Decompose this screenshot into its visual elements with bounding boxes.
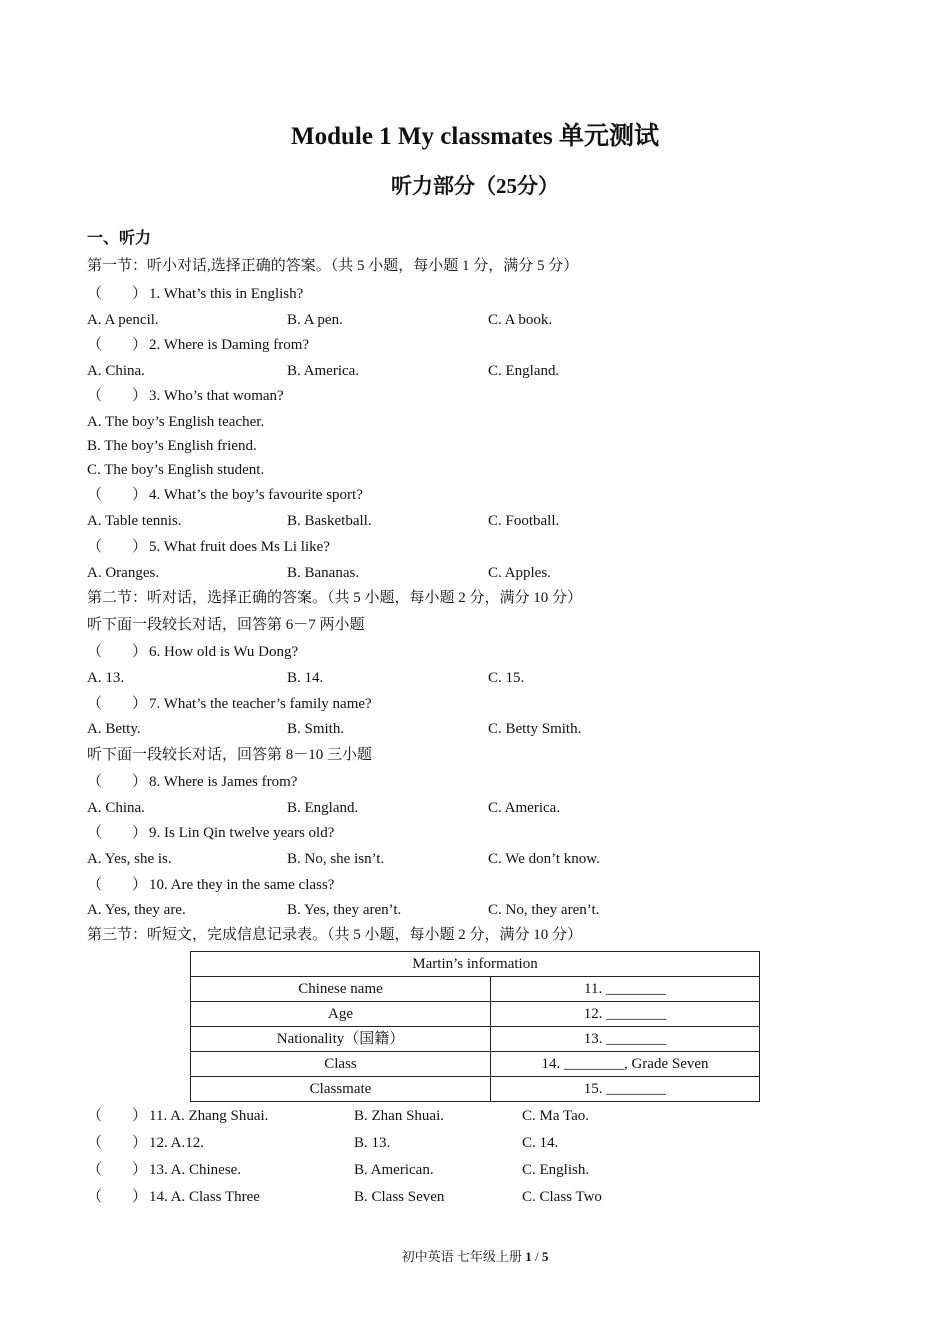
- option-c: C. English.: [522, 1162, 590, 1178]
- option-c: C. Class Two: [522, 1189, 602, 1205]
- question-text: 7. What’s the teacher’s family name?: [149, 696, 372, 712]
- table-label: Chinese name: [191, 977, 491, 1002]
- table-row: [191, 977, 760, 1002]
- question-text: 10. Are they in the same class?: [149, 877, 335, 893]
- table-label: Nationality（国籍）: [191, 1027, 491, 1052]
- table-row: [191, 1002, 760, 1027]
- answer-paren: （ ）: [87, 1162, 148, 1178]
- option-b: B. Zhan Shuai.: [354, 1108, 444, 1124]
- option-a: A. Table tennis.: [87, 513, 182, 529]
- option-c: C. The boy’s English student.: [87, 462, 265, 478]
- question-7: [87, 694, 372, 714]
- page-title: Module 1 My classmates 单元测试: [290, 123, 660, 150]
- table-label: Age: [191, 1002, 491, 1027]
- table-label: Class: [191, 1052, 491, 1077]
- section-subtitle: 听力部分（25分）: [391, 174, 559, 198]
- option-c: C. America.: [488, 800, 561, 816]
- option-a: A. 13.: [87, 670, 125, 686]
- question-10: [87, 875, 334, 895]
- question-text: 11. A. Zhang Shuai.: [149, 1108, 269, 1124]
- answer-paren: （ ）: [87, 877, 148, 893]
- info-record-table: [190, 951, 760, 1102]
- question-text: 2. Where is Daming from?: [149, 337, 310, 353]
- option-c: C. Football.: [488, 513, 560, 529]
- table-value: 15. ________: [491, 1077, 760, 1102]
- option-b: B. American.: [354, 1162, 434, 1178]
- section2-intro-8-10: 听下面一段较长对话，回答第 8－10 三小题: [87, 747, 373, 763]
- question-4: [87, 485, 363, 505]
- section2-intro-6-7: 听下面一段较长对话，回答第 6－7 两小题: [87, 617, 365, 633]
- answer-paren: （ ）: [87, 696, 148, 712]
- table-row: [191, 1077, 760, 1102]
- question-11: [87, 1106, 268, 1126]
- table-label: Classmate: [191, 1077, 491, 1102]
- option-a: A. The boy’s English teacher.: [87, 414, 265, 430]
- part-heading: 一、听力: [87, 230, 152, 247]
- option-b: B. Bananas.: [287, 565, 360, 581]
- answer-paren: （ ）: [87, 1189, 148, 1205]
- table-title-row: [191, 952, 760, 977]
- question-13: [87, 1160, 241, 1180]
- option-c: C. Apples.: [488, 565, 551, 581]
- option-c: C. Ma Tao.: [522, 1108, 590, 1124]
- option-b: B. America.: [287, 363, 360, 379]
- table-title: Martin’s information: [191, 952, 760, 977]
- answer-paren: （ ）: [87, 388, 148, 404]
- option-b: B. A pen.: [287, 312, 343, 328]
- question-text: 14. A. Class Three: [149, 1189, 260, 1205]
- question-1: [87, 284, 303, 304]
- option-b: B. Class Seven: [354, 1189, 445, 1205]
- question-5: [87, 537, 330, 557]
- answer-paren: （ ）: [87, 539, 148, 555]
- option-b: B. 13.: [354, 1135, 391, 1151]
- question-9: [87, 823, 334, 843]
- option-a: A. Yes, they are.: [87, 902, 186, 918]
- page-separator: /: [534, 1249, 539, 1264]
- question-text: 3. Who’s that woman?: [149, 388, 284, 404]
- question-8: [87, 772, 297, 792]
- answer-paren: （ ）: [87, 825, 148, 841]
- question-6: [87, 642, 298, 662]
- option-c: C. A book.: [488, 312, 553, 328]
- option-a: A. A pencil.: [87, 312, 159, 328]
- answer-paren: （ ）: [87, 487, 148, 503]
- question-text: 8. Where is James from?: [149, 774, 298, 790]
- question-14: [87, 1187, 260, 1207]
- option-a: A. China.: [87, 363, 145, 379]
- option-b: B. No, she isn’t.: [287, 851, 385, 867]
- option-a: A. Oranges.: [87, 565, 160, 581]
- option-a: A. China.: [87, 800, 145, 816]
- question-3: [87, 386, 284, 406]
- option-c: C. 14.: [522, 1135, 559, 1151]
- table-value: 12. ________: [491, 1002, 760, 1027]
- table-value: 13. ________: [491, 1027, 760, 1052]
- option-b: B. England.: [287, 800, 359, 816]
- page-total: 5: [541, 1249, 549, 1264]
- question-text: 6. How old is Wu Dong?: [149, 644, 299, 660]
- page-number: 1: [525, 1249, 532, 1264]
- section2-header: 第二节：听对话，选择正确的答案。（共 5 小题，每小题 2 分，满分 10 分）: [87, 590, 583, 606]
- question-text: 12. A.12.: [149, 1135, 205, 1151]
- question-12: [87, 1133, 204, 1153]
- answer-paren: （ ）: [87, 1108, 148, 1124]
- option-a: A. Yes, she is.: [87, 851, 172, 867]
- table-row: [191, 1052, 760, 1077]
- question-text: 9. Is Lin Qin twelve years old?: [149, 825, 335, 841]
- page-footer: [0, 1246, 950, 1265]
- answer-paren: （ ）: [87, 286, 148, 302]
- question-text: 5. What fruit does Ms Li like?: [149, 539, 330, 555]
- table-value: 14. ________, Grade Seven: [491, 1052, 760, 1077]
- question-text: 4. What’s the boy’s favourite sport?: [149, 487, 363, 503]
- section1-header: 第一节：听小对话,选择正确的答案。（共 5 小题，每小题 1 分，满分 5 分）: [87, 258, 579, 274]
- answer-paren: （ ）: [87, 644, 148, 660]
- section3-header: 第三节：听短文，完成信息记录表。（共 5 小题，每小题 2 分，满分 10 分）: [87, 927, 583, 943]
- table-row: [191, 1027, 760, 1052]
- option-b: B. 14.: [287, 670, 324, 686]
- option-c: C. 15.: [488, 670, 525, 686]
- answer-paren: （ ）: [87, 1135, 148, 1151]
- option-b: B. Basketball.: [287, 513, 372, 529]
- option-c: C. No, they aren’t.: [488, 902, 600, 918]
- option-c: C. Betty Smith.: [488, 721, 582, 737]
- option-c: C. We don’t know.: [488, 851, 600, 867]
- table-value: 11. ________: [491, 977, 760, 1002]
- question-2: [87, 335, 309, 355]
- option-c: C. England.: [488, 363, 560, 379]
- answer-paren: （ ）: [87, 337, 148, 353]
- option-b: B. Yes, they aren’t.: [287, 902, 402, 918]
- question-text: 1. What’s this in English?: [149, 286, 304, 302]
- footer-text: 初中英语 七年级上册: [401, 1249, 522, 1264]
- option-b: B. Smith.: [287, 721, 345, 737]
- question-text: 13. A. Chinese.: [149, 1162, 242, 1178]
- option-a: A. Betty.: [87, 721, 141, 737]
- option-b: B. The boy’s English friend.: [87, 438, 257, 454]
- answer-paren: （ ）: [87, 774, 148, 790]
